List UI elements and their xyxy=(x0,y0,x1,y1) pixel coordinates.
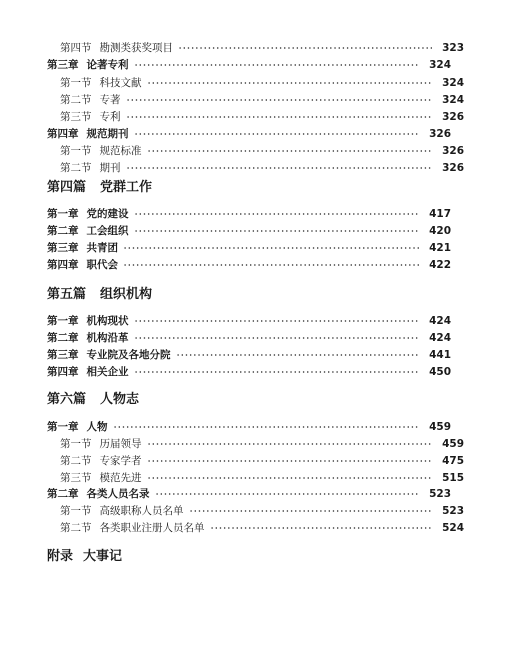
page-number: 424 xyxy=(429,315,451,327)
dot-leader xyxy=(134,367,420,377)
appendix-label: 附录 xyxy=(47,549,74,564)
page-number: 326 xyxy=(429,128,451,140)
dot-leader xyxy=(147,439,433,449)
part-heading xyxy=(47,388,139,407)
chapter-title: 各类人员名录 xyxy=(86,488,150,500)
chapter-title: 相关企业 xyxy=(86,366,129,378)
section-title: 专利 xyxy=(99,111,121,123)
dot-leader xyxy=(123,260,419,270)
section-number: 第二节 xyxy=(60,455,92,467)
section-number: 第二节 xyxy=(60,522,92,534)
dot-leader xyxy=(126,163,433,173)
chapter-number: 第四章 xyxy=(47,128,79,140)
dot-leader xyxy=(147,78,433,88)
chapter-number: 第三章 xyxy=(47,349,79,361)
page-number: 422 xyxy=(429,259,451,271)
dot-leader xyxy=(178,43,432,53)
page-number: 326 xyxy=(442,111,464,123)
page-number: 475 xyxy=(442,455,464,467)
dot-leader xyxy=(126,95,433,105)
toc-chapter-row[interactable] xyxy=(0,362,497,382)
dot-leader xyxy=(176,350,420,360)
section-number: 第一节 xyxy=(60,77,92,89)
chapter-number: 第四章 xyxy=(47,259,79,271)
dot-leader xyxy=(210,523,433,533)
part-title: 人物志 xyxy=(100,392,140,407)
section-title: 期刊 xyxy=(99,162,121,174)
chapter-number: 第三章 xyxy=(47,242,79,254)
dot-leader xyxy=(147,456,433,466)
section-title: 专家学者 xyxy=(99,455,142,467)
page-number: 459 xyxy=(429,421,451,433)
section-number: 第四节 xyxy=(60,42,92,54)
toc-section-row[interactable] xyxy=(0,158,510,178)
section-number: 第一节 xyxy=(60,505,92,517)
page-number: 421 xyxy=(429,242,451,254)
page-number: 424 xyxy=(429,332,451,344)
dot-leader xyxy=(134,316,420,326)
chapter-number: 第二章 xyxy=(47,488,79,500)
part-number: 第四篇 xyxy=(47,180,87,195)
dot-leader xyxy=(134,209,420,219)
part-title: 党群工作 xyxy=(100,180,153,195)
page-number: 417 xyxy=(429,208,451,220)
section-number: 第一节 xyxy=(60,145,92,157)
dot-leader xyxy=(134,129,420,139)
chapter-title: 党的建设 xyxy=(86,208,129,220)
section-number: 第二节 xyxy=(60,162,92,174)
page-number: 326 xyxy=(442,145,464,157)
dot-leader xyxy=(147,473,433,483)
section-title: 科技文献 xyxy=(99,77,142,89)
page-number: 420 xyxy=(429,225,451,237)
page-number: 324 xyxy=(429,59,451,71)
toc-chapter-row[interactable] xyxy=(0,55,497,75)
chapter-title: 共青团 xyxy=(86,242,118,254)
chapter-number: 第四章 xyxy=(47,366,79,378)
section-title: 历届领导 xyxy=(99,438,142,450)
toc-section-row[interactable] xyxy=(0,518,510,538)
page-number: 441 xyxy=(429,349,451,361)
section-number: 第一节 xyxy=(60,438,92,450)
page-number: 523 xyxy=(442,505,464,517)
page-number: 323 xyxy=(442,42,464,54)
section-number: 第三节 xyxy=(60,111,92,123)
chapter-number: 第二章 xyxy=(47,332,79,344)
chapter-title: 专业院及各地分院 xyxy=(86,349,171,361)
section-title: 勘测类获奖项目 xyxy=(99,42,173,54)
dot-leader xyxy=(155,489,420,499)
chapter-title: 论著专利 xyxy=(86,59,129,71)
chapter-number: 第二章 xyxy=(47,225,79,237)
chapter-title: 规范期刊 xyxy=(86,128,129,140)
dot-leader xyxy=(126,112,433,122)
section-title: 模范先进 xyxy=(99,472,142,484)
chapter-title: 机构现状 xyxy=(86,315,129,327)
section-title: 各类职业注册人员名单 xyxy=(99,522,205,534)
appendix-title: 大事记 xyxy=(83,549,123,564)
page-number: 523 xyxy=(429,488,451,500)
dot-leader xyxy=(147,146,433,156)
page-number: 515 xyxy=(442,472,464,484)
part-number: 第六篇 xyxy=(47,392,87,407)
section-number: 第二节 xyxy=(60,94,92,106)
page-number: 524 xyxy=(442,522,464,534)
chapter-number: 第一章 xyxy=(47,208,79,220)
dot-leader xyxy=(189,506,433,516)
chapter-title: 人物 xyxy=(86,421,108,433)
part-title: 组织机构 xyxy=(100,287,153,302)
page-number: 324 xyxy=(442,94,464,106)
chapter-title: 职代会 xyxy=(86,259,118,271)
section-title: 专著 xyxy=(99,94,121,106)
appendix-heading xyxy=(47,545,122,564)
chapter-title: 工会组织 xyxy=(86,225,129,237)
dot-leader xyxy=(134,333,420,343)
chapter-title: 机构沿革 xyxy=(86,332,129,344)
page-number: 324 xyxy=(442,77,464,89)
chapter-number: 第一章 xyxy=(47,315,79,327)
part-heading xyxy=(47,283,152,302)
page-number: 459 xyxy=(442,438,464,450)
section-title: 规范标准 xyxy=(99,145,142,157)
dot-leader xyxy=(113,422,420,432)
chapter-number: 第三章 xyxy=(47,59,79,71)
chapter-number: 第一章 xyxy=(47,421,79,433)
dot-leader xyxy=(123,243,419,253)
part-number: 第五篇 xyxy=(47,287,87,302)
section-number: 第三节 xyxy=(60,472,92,484)
dot-leader xyxy=(134,226,420,236)
page-number: 326 xyxy=(442,162,464,174)
section-title: 高级职称人员名单 xyxy=(99,505,184,517)
dot-leader xyxy=(134,60,420,70)
page-number: 450 xyxy=(429,366,451,378)
toc-chapter-row[interactable] xyxy=(0,255,497,275)
part-heading xyxy=(47,176,152,195)
